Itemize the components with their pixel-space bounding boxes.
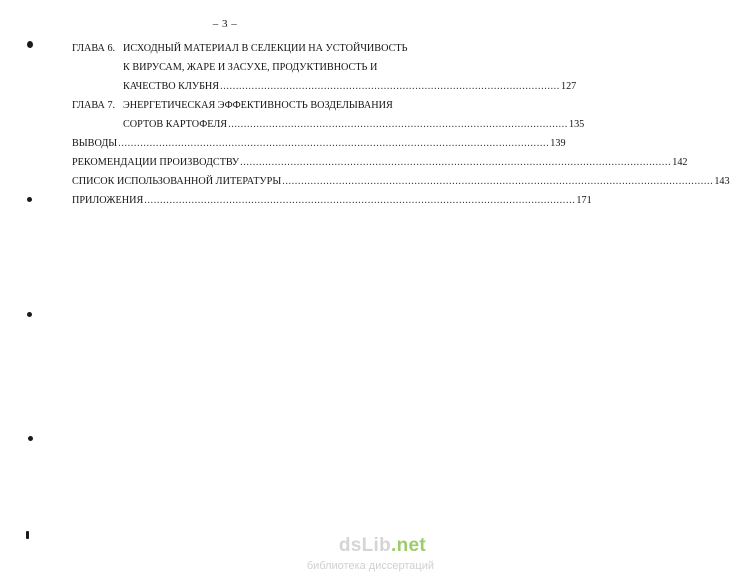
binding-hole-mark [26,531,29,539]
leader-dots: ......................................................................................................................................... [144,195,576,206]
watermark-subtitle: библиотека диссертаций [306,560,434,572]
toc-recommendations [72,153,688,172]
chapter6-title-line2: К ВИРУСАМ, ЖАРЕ И ЗАСУХЕ, ПРОДУКТИВНОСТЬ И [123,62,378,73]
chapter7-title-line2: СОРТОВ КАРТОФЕЛЯ [123,119,228,130]
table-of-contents [72,39,730,210]
toc-chapter7-line2 [72,115,585,134]
chapter6-label: ГЛАВА 6. [72,43,116,54]
watermark-logo-main: dsLib [338,535,392,556]
toc-appendices [72,191,592,210]
toc-references [72,172,730,191]
conclusions-title: ВЫВОДЫ [72,138,118,149]
binding-hole-mark [27,197,32,202]
watermark-logo-accent: .net [391,535,426,556]
appendices-title: ПРИЛОЖЕНИЯ [72,195,144,206]
watermark [240,535,440,577]
chapter6-title-line3: КАЧЕСТВО КЛУБНЯ [123,81,220,92]
references-title: СПИСОК ИСПОЛЬЗОВАННОЙ ЛИТЕРАТУРЫ [72,176,282,187]
chapter7-page: 135 [568,119,585,130]
recommendations-title: РЕКОМЕНДАЦИИ ПРОИЗВОДСТВУ [72,157,240,168]
appendices-page: 171 [576,195,592,206]
binding-hole-mark [27,312,32,317]
references-page: 143 [714,176,730,187]
toc-chapter7-line1 [72,96,402,115]
leader-dots: ......................................................................................................................................... [118,138,550,149]
binding-hole-mark [27,41,33,48]
leader-dots: ......................................................................................................................................... [282,176,714,187]
conclusions-page: 139 [550,138,566,149]
chapter7-label: ГЛАВА 7. [72,100,116,111]
leader-dots: ............................................................................................................ [228,119,568,130]
page-number: – 3 – [212,18,238,30]
chapter6-page: 127 [560,81,577,92]
leader-dots: ............................................................................................................ [220,81,560,92]
toc-chapter6-line1 [72,39,408,58]
toc-chapter6-line2 [72,58,402,77]
recommendations-page: 142 [672,157,688,168]
binding-hole-mark [28,436,33,441]
toc-chapter6-line3 [72,77,577,96]
watermark-logo [339,535,426,557]
chapter6-title-line1: ИСХОДНЫЙ МАТЕРИАЛ В СЕЛЕКЦИИ НА УСТОЙЧИВОСТЬ [123,43,408,54]
leader-dots: ......................................................................................................................................... [240,157,672,168]
toc-conclusions [72,134,566,153]
chapter7-title-line1: ЭНЕРГЕТИЧЕСКАЯ ЭФФЕКТИВНОСТЬ ВОЗДЕЛЫВАНИЯ [123,100,393,111]
